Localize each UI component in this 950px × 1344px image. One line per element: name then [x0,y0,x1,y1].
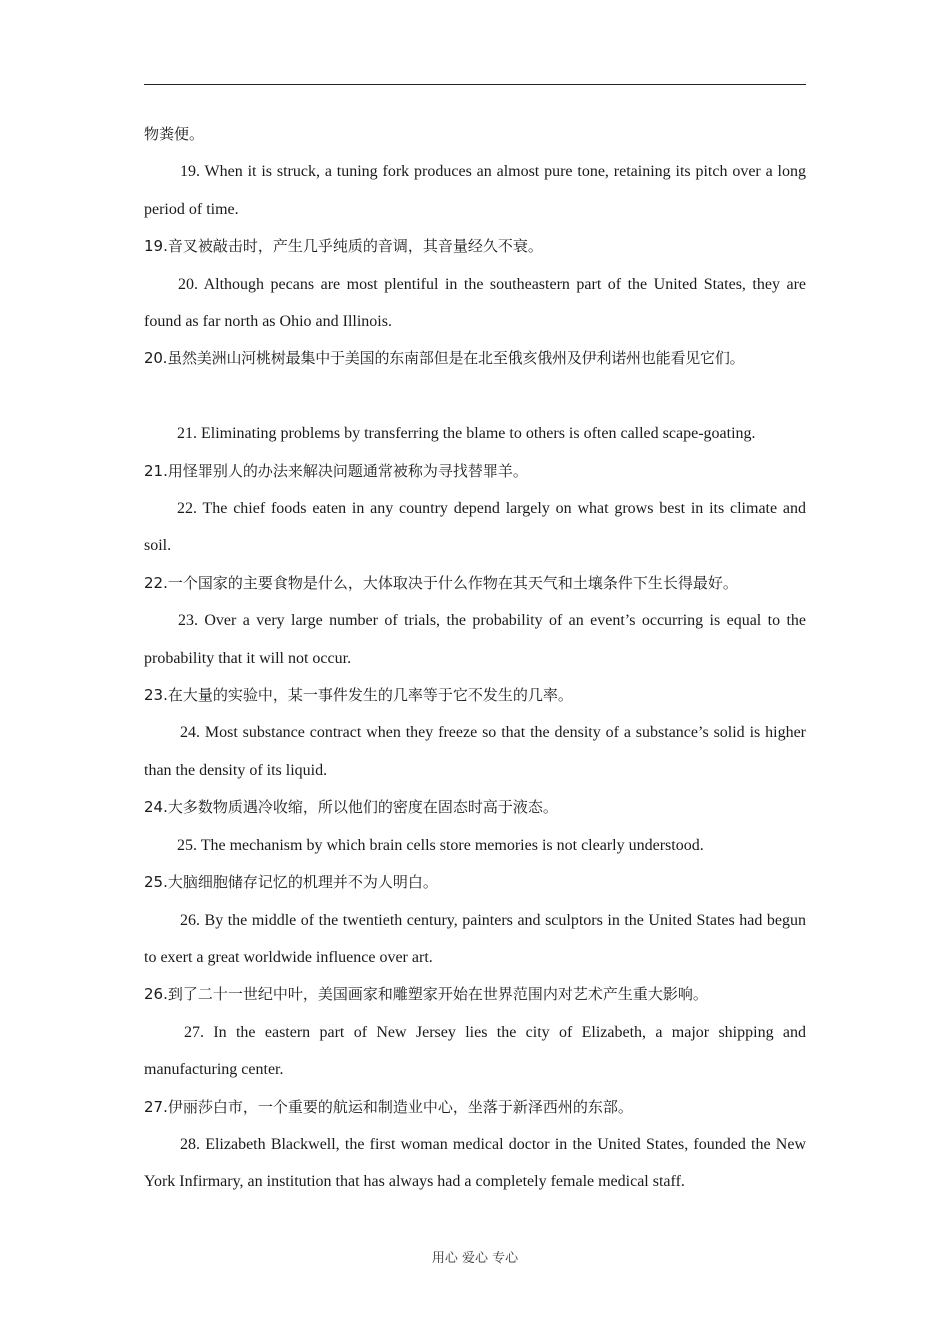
chinese-translation: 22.一个国家的主要食物是什么，大体取决于什么作物在其天气和土壤条件下生长得最好。 [144,573,738,592]
english-sentence [144,902,806,977]
english-sentence [144,490,806,565]
sentence-24 [144,714,806,826]
english-sentence [144,153,806,228]
chinese-translation: 20.虽然美洲山河桃树最集中于美国的东南部但是在北至俄亥俄州及伊利诺州也能看见它们。 [144,349,745,368]
english-sentence [144,415,806,452]
chinese-translation: 23.在大量的实验中，某一事件发生的几率等于它不发生的几率。 [144,686,573,705]
english-text: 20. Although pecans are most plentiful in the southeastern part of the United States, they are found as far north as Ohio and Illinois. [144,275,806,331]
sentence-21 [144,415,806,490]
chinese-translation: 21.用怪罪别人的办法来解决问题通常被称为寻找替罪羊。 [144,461,528,480]
english-sentence [144,1126,806,1201]
sentence-20 [144,266,806,378]
english-text: 27. In the eastern part of New Jersey lies the city of Elizabeth, a major shipping and manufacturing center. [144,1023,806,1079]
english-text: 23. Over a very large number of trials, the probability of an event’s occurring is equal to the probability that it will not occur. [144,612,806,667]
english-sentence [144,827,806,864]
sentence-22 [144,490,806,602]
chinese-translation: 25.大脑细胞储存记忆的机理并不为人明白。 [144,873,438,892]
english-sentence [144,714,806,789]
english-sentence [144,266,806,341]
blank-line [144,378,806,415]
sentence-23 [144,602,806,714]
english-text: 24. Most substance contract when they freeze so that the density of a substance’s solid is higher than the density of its liquid. [144,724,806,779]
chinese-translation: 26.到了二十一世纪中叶，美国画家和雕塑家开始在世界范围内对艺术产生重大影响。 [144,985,708,1004]
sentence-25 [144,827,806,902]
english-text: 26. By the middle of the twentieth century, painters and sculptors in the United States had begun to exert a great worldwide influence over art. [144,911,806,966]
english-sentence [144,602,806,677]
page-footer: 用心 爱心 专心 [431,1251,519,1266]
sentence-19 [144,153,806,265]
english-text: 25. The mechanism by which brain cells store memories is not clearly understood. [177,836,704,854]
sentence-28 [144,1126,806,1201]
continuation-text: 物粪便。 [144,125,205,143]
page-body [144,116,806,1201]
chinese-translation: 24.大多数物质遇冷收缩，所以他们的密度在固态时高于液态。 [144,798,558,817]
sentence-26 [144,902,806,1014]
chinese-translation: 19.音叉被敲击时，产生几乎纯质的音调，其音量经久不衰。 [144,237,543,256]
english-text: 19. When it is struck, a tuning fork produces an almost pure tone, retaining its pitch over a long period of time. [144,163,806,218]
english-text: 28. Elizabeth Blackwell, the first woman medical doctor in the United States, founded the New York Infirmary, an institution that has always had a completely female medical staff. [144,1135,806,1191]
english-text: 22. The chief foods eaten in any country depend largely on what grows best in its climate and soil. [144,500,806,555]
header-rule [144,84,806,85]
sentence-27 [144,1014,806,1126]
chinese-translation: 27.伊丽莎白市，一个重要的航运和制造业中心，坐落于新泽西州的东部。 [144,1097,633,1116]
english-text: 21. Eliminating problems by transferring the blame to others is often called scape-goating. [177,425,756,443]
english-sentence [144,1014,806,1089]
